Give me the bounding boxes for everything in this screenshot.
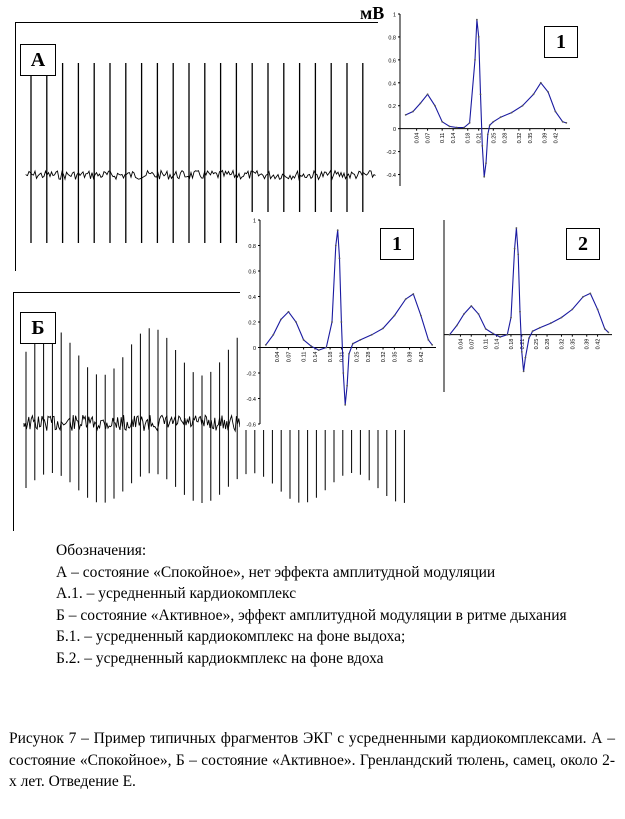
legend-item: Б – состояние «Активное», эффект амплитудной модуляции в ритме дыхания bbox=[56, 606, 567, 624]
x-tick-label: 0.39 bbox=[584, 338, 591, 350]
data-point bbox=[525, 357, 527, 359]
x-tick-label: 0.42 bbox=[595, 338, 602, 350]
data-point bbox=[550, 322, 552, 324]
y-tick-label: -0.4 bbox=[386, 173, 396, 180]
data-point bbox=[555, 111, 557, 113]
data-point bbox=[565, 122, 567, 124]
y-tick-label: 0.4 bbox=[388, 81, 396, 88]
data-point bbox=[348, 353, 350, 355]
data-point bbox=[500, 116, 502, 118]
data-point bbox=[589, 293, 591, 295]
data-point bbox=[463, 313, 465, 315]
y-tick-label: 1 bbox=[392, 12, 396, 19]
y-tick-label: 0 bbox=[392, 127, 396, 134]
y-tick-label: -0.2 bbox=[246, 371, 256, 378]
data-point bbox=[487, 134, 489, 136]
y-tick-label: 0.6 bbox=[388, 58, 396, 65]
data-point bbox=[523, 371, 525, 373]
panel-b-label: Б bbox=[20, 312, 56, 344]
data-point bbox=[295, 321, 297, 323]
data-point bbox=[528, 337, 530, 339]
y-tick-label: 0.6 bbox=[248, 269, 256, 276]
data-point bbox=[492, 333, 494, 335]
data-point bbox=[352, 343, 354, 345]
data-point bbox=[547, 91, 549, 93]
x-tick-label: 0.04 bbox=[458, 338, 465, 350]
x-tick-label: 0.14 bbox=[312, 351, 319, 363]
x-tick-label: 0.21 bbox=[519, 338, 526, 350]
data-point bbox=[519, 311, 521, 313]
data-point bbox=[359, 339, 361, 341]
data-point bbox=[480, 93, 482, 95]
data-point bbox=[342, 372, 344, 374]
x-tick-label: 0.32 bbox=[516, 132, 523, 144]
data-point bbox=[532, 330, 534, 332]
legend-title: Обозначения: bbox=[56, 542, 147, 559]
y-tick-label: 0 bbox=[252, 346, 256, 352]
data-point bbox=[405, 298, 407, 300]
data-point bbox=[428, 339, 430, 341]
inset-b2-number: 2 bbox=[566, 228, 600, 260]
data-point bbox=[561, 317, 563, 319]
data-point bbox=[434, 105, 436, 107]
data-point bbox=[420, 315, 422, 317]
data-point bbox=[335, 245, 337, 247]
y-tick-label: 1 bbox=[252, 218, 256, 225]
panel-a-label: А bbox=[20, 44, 56, 76]
y-tick-label: 0.2 bbox=[248, 320, 256, 327]
data-point bbox=[441, 121, 443, 123]
data-point bbox=[318, 349, 320, 351]
legend-item: Б.2. – усредненный кардиокмплекс на фоне вдоха bbox=[56, 649, 384, 667]
x-tick-label: 0.28 bbox=[502, 132, 509, 144]
x-tick-label: 0.21 bbox=[339, 351, 346, 363]
unit-label: мВ bbox=[360, 3, 385, 23]
x-tick-label: 0.07 bbox=[425, 132, 432, 144]
x-tick-label: 0.28 bbox=[365, 351, 372, 363]
data-point bbox=[562, 121, 564, 123]
data-point bbox=[516, 227, 518, 229]
x-tick-label: 0.32 bbox=[559, 338, 566, 350]
y-tick-label: 0.4 bbox=[248, 295, 256, 301]
data-point bbox=[510, 317, 512, 319]
data-point bbox=[474, 59, 476, 61]
data-point bbox=[533, 93, 535, 95]
data-point bbox=[331, 321, 333, 323]
data-point bbox=[492, 121, 494, 123]
x-tick-label: 0.39 bbox=[407, 351, 414, 363]
y-tick-label: 0.8 bbox=[388, 35, 396, 42]
data-point bbox=[582, 296, 584, 298]
legend bbox=[56, 540, 616, 669]
data-point bbox=[506, 334, 508, 336]
x-tick-label: 0.07 bbox=[469, 338, 476, 350]
data-point bbox=[597, 309, 599, 311]
data-point bbox=[272, 334, 274, 336]
inset-a1-number: 1 bbox=[544, 26, 578, 58]
data-point bbox=[419, 103, 421, 105]
data-point bbox=[514, 248, 516, 250]
x-tick-label: 0.35 bbox=[570, 338, 577, 350]
figure-caption: Рисунок 7 – Пример типичных фрагментов ЭКГ с усредненными кардиокомплексами. А – состояние «Спокойное», Б – состояние «Активное». Гренландский тюлень, самец, около 2-х лет. Отведение Е. bbox=[9, 730, 615, 790]
data-point bbox=[571, 309, 573, 311]
data-point bbox=[394, 315, 396, 317]
data-point bbox=[485, 162, 487, 164]
x-tick-label: 0.04 bbox=[275, 351, 282, 363]
data-point bbox=[608, 332, 610, 334]
data-point bbox=[478, 36, 480, 38]
x-tick-label: 0.21 bbox=[476, 132, 483, 144]
x-tick-label: 0.32 bbox=[381, 351, 388, 363]
data-point bbox=[540, 82, 542, 84]
y-tick-label: -0.6 bbox=[246, 422, 256, 429]
x-tick-label: 0.25 bbox=[354, 351, 361, 363]
data-point bbox=[280, 319, 282, 321]
x-tick-label: 0.11 bbox=[301, 351, 308, 362]
data-point bbox=[265, 344, 267, 346]
legend-item: Б.1. – усредненный кардиокомплекс на фоне выдоха; bbox=[56, 628, 406, 645]
x-tick-label: 0.07 bbox=[286, 351, 293, 363]
data-point bbox=[511, 112, 513, 114]
data-point bbox=[341, 321, 343, 323]
data-point bbox=[456, 127, 458, 129]
x-tick-label: 0.18 bbox=[508, 338, 515, 350]
data-point bbox=[522, 105, 524, 107]
x-tick-label: 0.42 bbox=[553, 132, 560, 144]
data-point bbox=[310, 345, 312, 347]
x-tick-label: 0.14 bbox=[451, 132, 458, 144]
data-point bbox=[489, 124, 491, 126]
data-point bbox=[427, 93, 429, 95]
x-tick-label: 0.25 bbox=[534, 338, 541, 350]
legend-item: А – состояние «Спокойное», нет эффекта амплитудной модуляции bbox=[56, 563, 496, 581]
data-point bbox=[469, 122, 471, 124]
data-point bbox=[517, 254, 519, 256]
data-point bbox=[371, 334, 373, 336]
data-point bbox=[412, 111, 414, 113]
data-point bbox=[449, 126, 451, 128]
x-tick-label: 0.25 bbox=[491, 132, 498, 144]
data-point bbox=[481, 145, 483, 147]
data-point bbox=[288, 311, 290, 313]
data-point bbox=[483, 176, 485, 178]
data-point bbox=[470, 305, 472, 307]
data-point bbox=[339, 257, 341, 259]
data-point bbox=[604, 328, 606, 330]
data-point bbox=[456, 325, 458, 327]
data-point bbox=[463, 127, 465, 129]
data-point bbox=[499, 336, 501, 338]
x-tick-label: 0.18 bbox=[465, 132, 472, 144]
x-tick-label: 0.14 bbox=[494, 338, 501, 350]
data-point bbox=[303, 339, 305, 341]
x-tick-label: 0.35 bbox=[527, 132, 534, 144]
x-tick-label: 0.35 bbox=[392, 351, 399, 363]
y-tick-label: 0.2 bbox=[388, 104, 396, 111]
data-point bbox=[344, 404, 346, 406]
inset-b1-number: 1 bbox=[380, 228, 414, 260]
legend-item: А.1. – усредненный кардиокомплекс bbox=[56, 585, 297, 602]
x-tick-label: 0.42 bbox=[418, 351, 425, 363]
y-tick-label: -0.2 bbox=[386, 150, 396, 157]
data-point bbox=[382, 328, 384, 330]
x-tick-label: 0.28 bbox=[545, 338, 552, 350]
data-point bbox=[337, 229, 339, 231]
data-point bbox=[346, 385, 348, 387]
data-point bbox=[405, 114, 407, 116]
data-point bbox=[476, 19, 478, 21]
data-point bbox=[539, 327, 541, 329]
x-tick-label: 0.18 bbox=[328, 351, 335, 363]
y-tick-label: 0.8 bbox=[248, 244, 256, 250]
x-tick-label: 0.11 bbox=[440, 132, 447, 143]
data-point bbox=[521, 351, 523, 353]
data-point bbox=[325, 347, 327, 349]
x-tick-label: 0.04 bbox=[414, 132, 421, 144]
x-tick-label: 0.11 bbox=[483, 338, 490, 349]
data-point bbox=[431, 344, 433, 346]
data-point bbox=[412, 293, 414, 295]
data-point bbox=[485, 328, 487, 330]
series-line bbox=[406, 20, 567, 177]
x-tick-label: 0.39 bbox=[542, 132, 549, 144]
data-point bbox=[449, 334, 451, 336]
data-point bbox=[478, 313, 480, 315]
y-tick-label: -0.4 bbox=[246, 397, 256, 403]
